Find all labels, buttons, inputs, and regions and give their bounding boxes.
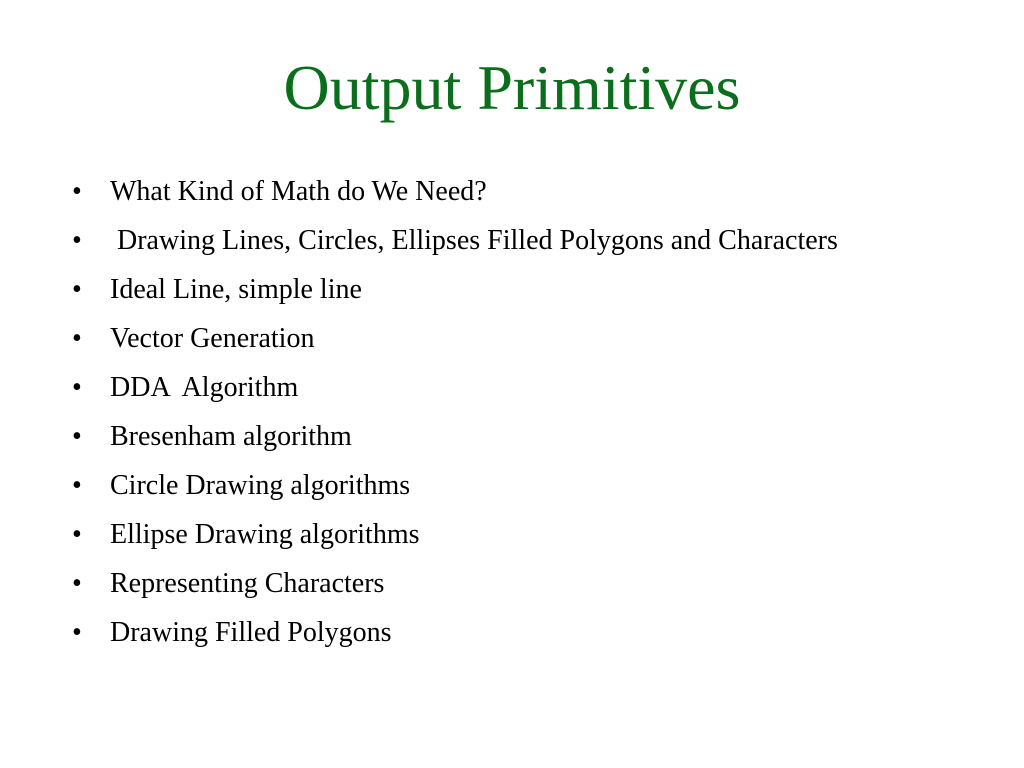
bullet-item: [72, 515, 872, 556]
bullet-text: DDA Algorithm: [110, 372, 299, 403]
bullet-icon: •: [72, 568, 82, 599]
bullet-item: [72, 417, 872, 458]
bullet-text: Representing Characters: [110, 568, 385, 599]
bullet-text: Drawing Filled Polygons: [110, 617, 392, 648]
bullet-item: [72, 466, 872, 507]
bullet-item: [72, 270, 872, 311]
bullet-icon: •: [72, 274, 82, 305]
slide-title: Output Primitives: [283, 52, 741, 123]
bullet-icon: •: [72, 421, 82, 452]
bullet-text: Bresenham algorithm: [110, 421, 352, 452]
bullet-item: [72, 172, 872, 213]
bullet-icon: •: [72, 372, 82, 403]
bullet-list: [72, 172, 872, 662]
bullet-text: What Kind of Math do We Need?: [110, 176, 487, 207]
bullet-icon: •: [72, 176, 82, 207]
bullet-item: [72, 368, 872, 409]
bullet-icon: •: [72, 519, 82, 550]
bullet-item: [72, 319, 872, 360]
bullet-item: [72, 564, 872, 605]
bullet-text: Ideal Line, simple line: [110, 274, 362, 305]
bullet-text: Ellipse Drawing algorithms: [110, 519, 420, 550]
bullet-icon: •: [72, 225, 82, 256]
bullet-icon: •: [72, 470, 82, 501]
bullet-item: [72, 221, 872, 262]
bullet-icon: •: [72, 323, 82, 354]
bullet-icon: •: [72, 617, 82, 648]
bullet-text: Circle Drawing algorithms: [110, 470, 411, 501]
bullet-item: [72, 613, 872, 654]
bullet-text: Vector Generation: [110, 323, 315, 354]
bullet-text: Drawing Lines, Circles, Ellipses Filled Polygons and Characters: [110, 225, 838, 256]
